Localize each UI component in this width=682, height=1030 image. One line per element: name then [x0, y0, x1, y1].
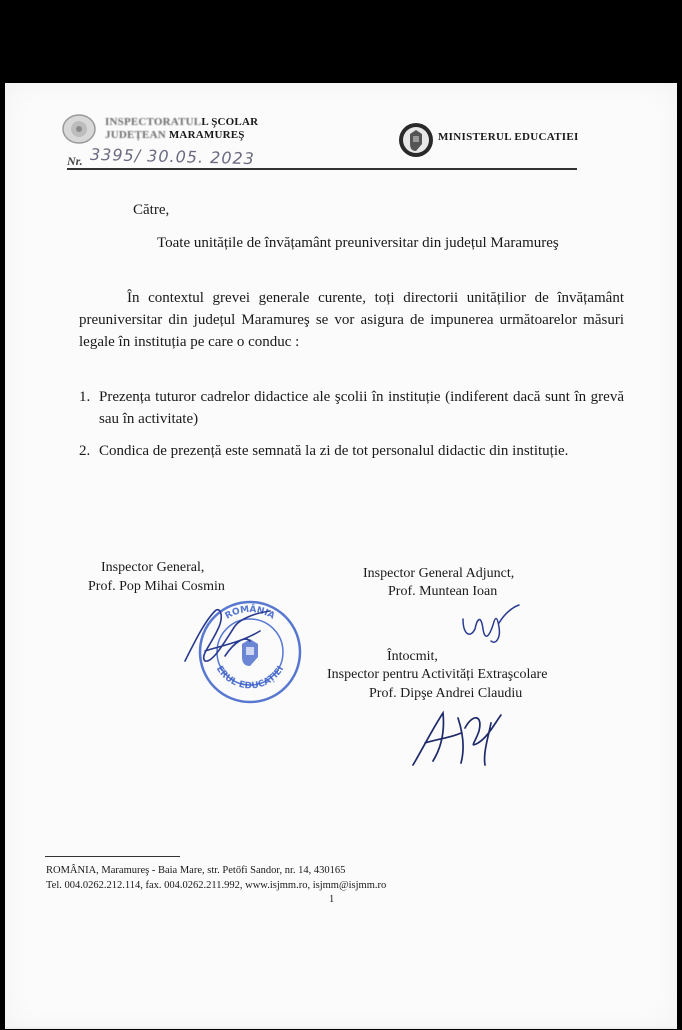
- deputy-inspector-name: Prof. Muntean Ioan: [388, 584, 498, 599]
- list-item: [79, 386, 624, 430]
- page-number: 1: [329, 894, 335, 905]
- stamp-bottom-text: ERUL EDUCAȚIEI: [213, 664, 287, 692]
- ministry-name: MINISTERUL EDUCATIEI: [438, 131, 579, 143]
- deputy-inspector-title: Inspector General Adjunct,: [363, 566, 515, 581]
- header-clear-1: L ŞCOLAR: [201, 116, 259, 128]
- list-item-text: Prezența tuturor cadrelor didactice ale şcolii în instituție (indiferent dacă sunt în grevă sau în activitate): [99, 389, 624, 427]
- registration-number-label: Nr.: [67, 154, 83, 168]
- list-item-number: 1.: [79, 389, 91, 405]
- addressee: Toate unitățile de învățamânt preuniversitar din județul Maramureş: [157, 235, 559, 251]
- salutation: Către,: [133, 202, 170, 218]
- registration-number-value: 3395/ 30.05. 2023: [89, 144, 256, 169]
- list-item-text: Condica de prezență este semnată la zi de tot personalul didactic din instituție.: [99, 443, 569, 459]
- measures-list: [79, 386, 624, 472]
- body-paragraph: [79, 287, 624, 353]
- header-blurred-1: INSPECTORATUL: [105, 116, 202, 128]
- header-blurred-2: JUDEȚEAN: [105, 129, 166, 141]
- signature-pop-mihai-cosmin: [175, 601, 285, 671]
- header-clear-2: MARAMUREŞ: [168, 129, 245, 141]
- inspector-general-name: Prof. Pop Mihai Cosmin: [88, 579, 225, 594]
- footer-divider: [45, 856, 180, 857]
- inspectorate-header: [105, 116, 258, 142]
- bottom-edge: [5, 1027, 677, 1029]
- prepared-by-label: Întocmit,: [387, 649, 438, 664]
- body-paragraph-text: În contextul grevei generale curente, toți directorii unitățilior de învățamânt preuniversitar din județul Maramureş se vor asigura de impunerea următoarelor măsuri legale în instituția pe care o conduc :: [79, 290, 624, 350]
- footer-contact: Tel. 004.0262.212.114, fax. 004.0262.211.992, www.isjmm.ro, isjmm@isjmm.ro: [46, 880, 387, 891]
- stamp-top-text: ROMÂNIA: [223, 604, 277, 622]
- extracurricular-inspector-title: Inspector pentru Activități Extraşcolare: [327, 667, 548, 682]
- extracurricular-inspector-name: Prof. Dipşe Andrei Claudiu: [369, 686, 523, 701]
- inspectorate-logo-icon: [59, 111, 99, 147]
- header-divider: [67, 168, 577, 170]
- document-page: [5, 83, 677, 1029]
- list-item-number: 2.: [79, 443, 91, 459]
- list-item: [79, 440, 624, 462]
- footer-address: ROMÂNIA, Maramureş - Baia Mare, str. Petőfi Sandor, nr. 14, 430165: [46, 865, 346, 876]
- inspector-general-title: Inspector General,: [101, 560, 205, 575]
- signature-muntean-ioan: [455, 599, 525, 649]
- ministry-crest-icon: [398, 120, 434, 160]
- signature-dipse-andrei-claudiu: [403, 703, 523, 773]
